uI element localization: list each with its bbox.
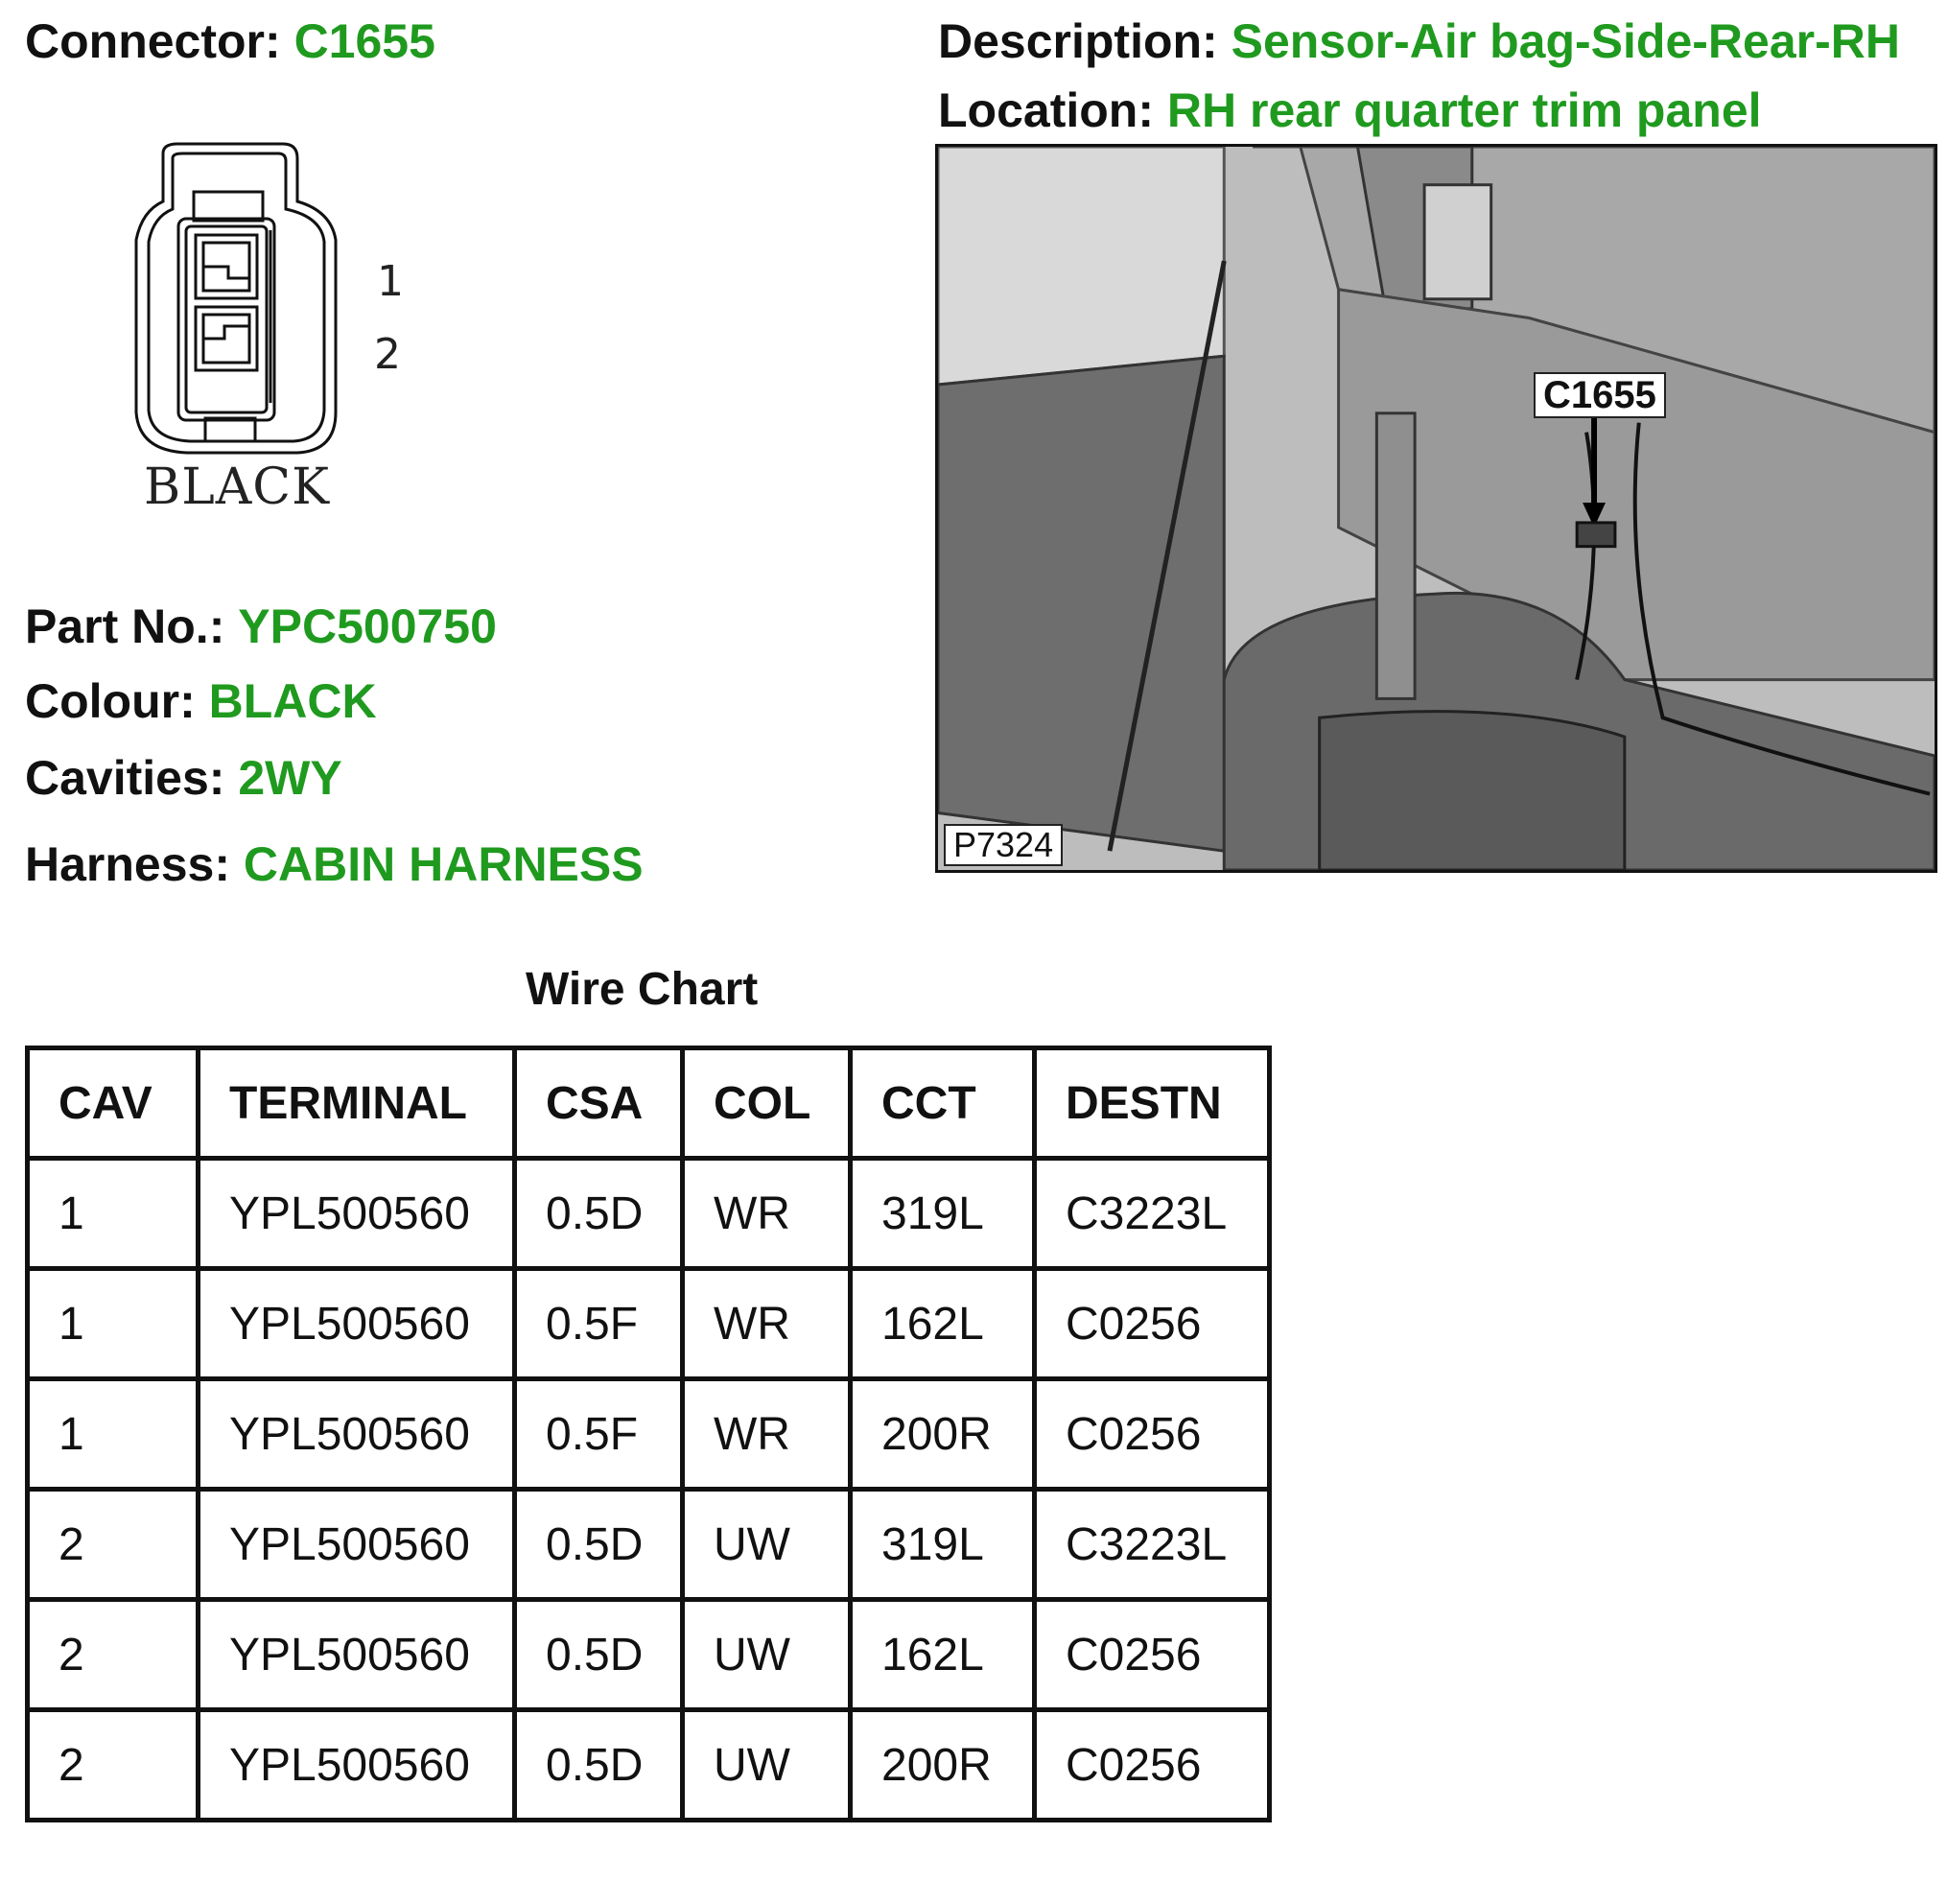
harness-value: CABIN HARNESS: [243, 837, 644, 891]
connector-label: Connector:: [25, 14, 281, 68]
cell-cav: 1: [28, 1379, 199, 1490]
cell-csa: 0.5D: [515, 1600, 683, 1710]
vehicle-interior-illustration: [938, 147, 1935, 870]
table-row: [28, 1490, 1270, 1600]
table-header-row: [28, 1048, 1270, 1159]
harness-label: Harness:: [25, 837, 230, 891]
wire-chart-table: [25, 1046, 1272, 1822]
cavities-label: Cavities:: [25, 751, 225, 805]
cell-col: WR: [683, 1269, 851, 1379]
column-header-csa: CSA: [515, 1048, 683, 1159]
column-header-col: COL: [683, 1048, 851, 1159]
table-row: [28, 1159, 1270, 1269]
connector-heading: [25, 14, 435, 68]
cell-csa: 0.5D: [515, 1159, 683, 1269]
table-row: [28, 1269, 1270, 1379]
column-header-cct: CCT: [851, 1048, 1035, 1159]
description-label: Description:: [938, 14, 1218, 68]
cell-cav: 2: [28, 1490, 199, 1600]
connector-value: C1655: [293, 14, 435, 68]
part-number-row: [25, 599, 497, 653]
pin-label-1: 1: [377, 257, 404, 306]
colour-value: BLACK: [208, 674, 377, 728]
colour-row: [25, 674, 377, 728]
cell-terminal: YPL500560: [199, 1710, 515, 1821]
location-label: Location:: [938, 83, 1154, 137]
connector-colour-caption: BLACK: [144, 458, 330, 516]
table-row: [28, 1379, 1270, 1490]
table-row: [28, 1710, 1270, 1821]
cell-terminal: YPL500560: [199, 1159, 515, 1269]
cell-terminal: YPL500560: [199, 1600, 515, 1710]
table-row: [28, 1600, 1270, 1710]
cavities-row: [25, 751, 342, 805]
cell-destn: C0256: [1035, 1379, 1270, 1490]
wire-chart-title: Wire Chart: [526, 964, 759, 1015]
cell-col: WR: [683, 1159, 851, 1269]
cell-cct: 162L: [851, 1269, 1035, 1379]
cell-terminal: YPL500560: [199, 1379, 515, 1490]
cell-destn: C3223L: [1035, 1490, 1270, 1600]
cell-cav: 1: [28, 1159, 199, 1269]
cell-cct: 319L: [851, 1159, 1035, 1269]
location-photo: [935, 144, 1937, 873]
cell-csa: 0.5D: [515, 1490, 683, 1600]
cell-destn: C0256: [1035, 1269, 1270, 1379]
cell-col: WR: [683, 1379, 851, 1490]
part-number-value: YPC500750: [238, 599, 497, 653]
cell-cct: 200R: [851, 1710, 1035, 1821]
cell-destn: C0256: [1035, 1600, 1270, 1710]
location-value: RH rear quarter trim panel: [1166, 83, 1762, 137]
pin-label-2: 2: [374, 330, 401, 379]
cell-cav: 2: [28, 1600, 199, 1710]
cell-cct: 200R: [851, 1379, 1035, 1490]
part-number-label: Part No.:: [25, 599, 225, 653]
cell-cct: 162L: [851, 1600, 1035, 1710]
column-header-cav: CAV: [28, 1048, 199, 1159]
harness-row: [25, 837, 644, 891]
cell-csa: 0.5F: [515, 1269, 683, 1379]
column-header-terminal: TERMINAL: [199, 1048, 515, 1159]
cell-csa: 0.5D: [515, 1710, 683, 1821]
cell-destn: C0256: [1035, 1710, 1270, 1821]
photo-reference-label: P7324: [944, 824, 1063, 866]
description-heading: [938, 14, 1900, 68]
description-value: Sensor-Air bag-Side-Rear-RH: [1231, 14, 1900, 68]
cell-col: UW: [683, 1710, 851, 1821]
cell-col: UW: [683, 1600, 851, 1710]
cell-col: UW: [683, 1490, 851, 1600]
cell-terminal: YPL500560: [199, 1490, 515, 1600]
cavities-value: 2WY: [238, 751, 342, 805]
cell-cav: 2: [28, 1710, 199, 1821]
colour-label: Colour:: [25, 674, 196, 728]
column-header-destn: DESTN: [1035, 1048, 1270, 1159]
cell-csa: 0.5F: [515, 1379, 683, 1490]
cell-cct: 319L: [851, 1490, 1035, 1600]
cell-terminal: YPL500560: [199, 1269, 515, 1379]
cell-destn: C3223L: [1035, 1159, 1270, 1269]
location-heading: [938, 83, 1762, 137]
photo-callout-label: C1655: [1534, 372, 1666, 418]
cell-cav: 1: [28, 1269, 199, 1379]
